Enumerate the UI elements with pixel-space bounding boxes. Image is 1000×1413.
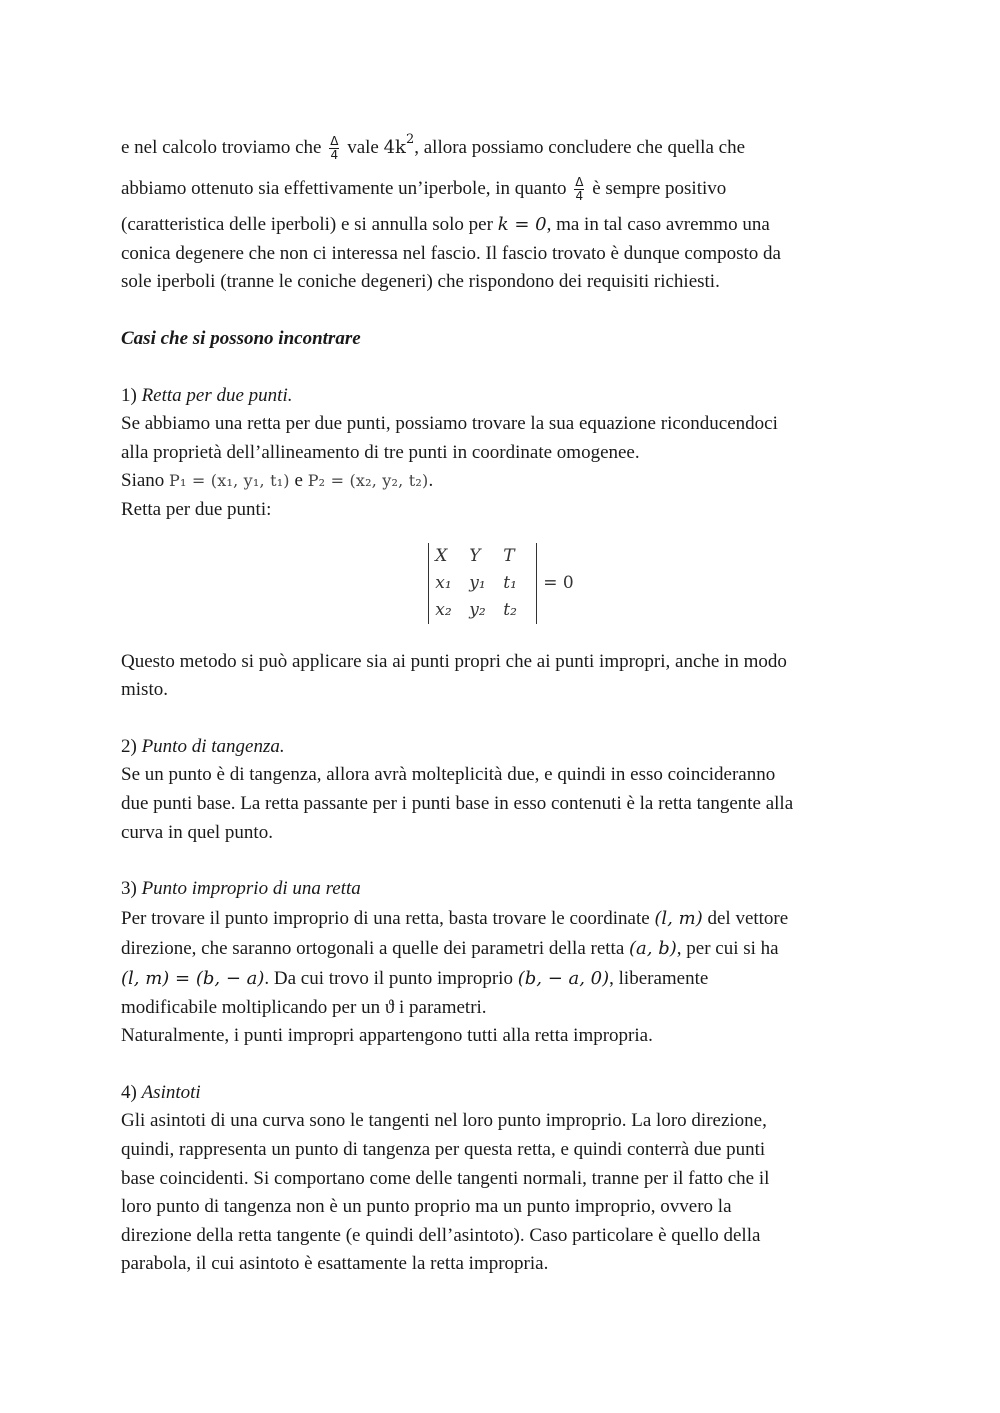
case-4-title: Asintoti [141,1081,201,1103]
case-4: 4) Asintoti Gli asintoti di una curva sono le tangenti nel loro punto improprio. La loro direzione, quindi, rappresenta un punto di tangenza per questa retta, e quindi conterrà due punti base coincidenti. Si comportano come delle tangenti normali, tranne per il fatto che il loro punto di tangenza non è un punto proprio ma un punto improprio, ovvero la direzione della retta tangente (e quindi dell’asintoto). Caso particolare è quello della parabola, il cui asintoto è esattamente la retta impropria. [121,1081,770,1275]
case-3-title: Punto improprio di una retta [141,878,361,900]
determinant-formula [121,543,881,624]
determinant-matrix: X Y T x₁ y₁ t₁ x₂ y₂ t₂ [428,543,537,624]
section-heading: Casi che si possono incontrare [121,327,361,349]
delta-over-four-fraction: $\frac{\Delta}{4}$ [330,134,339,163]
case-2: 2) Punto di tangenza. Se un punto è di tangenza, allora avrà molteplicità due, e quindi in esso coincideranno due punti base. La retta passante per i punti base in esso contenuti è la retta tangente alla curva in quel punto. [121,735,794,843]
determinant-equals-zero: = 0 [543,572,574,593]
delta-over-four-fraction: $\frac{\Delta}{4}$ [575,174,584,203]
four-k-squared: $4k^2$ [383,132,415,158]
point-p1-formula: P₁ = (x₁, y₁, t₁) [169,471,290,491]
case-3: 3) Punto improprio di una retta Per trovare il punto improprio di una retta, basta trovare le coordinate (l, m) del vettore direzione, che saranno ortogonali a quelle dei parametri della retta (a, b), per cui si ha (l, m) = (b, − a). Da cui trovo il punto improprio (b, − a, 0), liberamente modificabile moltiplicando per un ϑ i parametri. Naturalmente, i punti impropri appartengono tutti alla retta impropria. [121,878,789,1047]
case-1: 1) Retta per due punti. Se abbiamo una retta per due punti, possiamo trovare la sua equazione riconducendoci alla proprietà dell’allineamento di tre punti in coordinate omogenee. Siano P₁ = (x₁, y₁, t₁) e P₂ = (x₂, y₂, t₂). Retta per due punti: X Y T x₁ y₁ t₁ x₂ y₂ t₂ = 0 Questo metodo si può applicare sia ai punti propri che ai punti impropri, anche in modo misto. [121,382,881,705]
case-2-title: Punto di tangenza. [141,735,285,757]
document-page [121,118,881,1279]
case-1-title: Retta per due punti. [141,384,293,406]
point-p2-formula: P₂ = (x₂, y₂, t₂) [307,471,429,491]
intro-paragraph: e nel calcolo troviamo che $\frac{\Delta}{4}$ vale $4k^2$, allora possiamo concludere che quella che abbiamo ottenuto sia effettivamente un’iperbole, in quanto $\frac{\Delta}{4}$ è sempre positivo (caratteristica delle iperboli) e si annulla solo per k = 0, ma in tal caso avremmo una conica degenere che non ci interessa nel fascio. Il fascio trovato è dunque composto da sole iperboli (tranne le coniche degeneri) che rispondono dei requisiti richiesti. [121,132,781,293]
